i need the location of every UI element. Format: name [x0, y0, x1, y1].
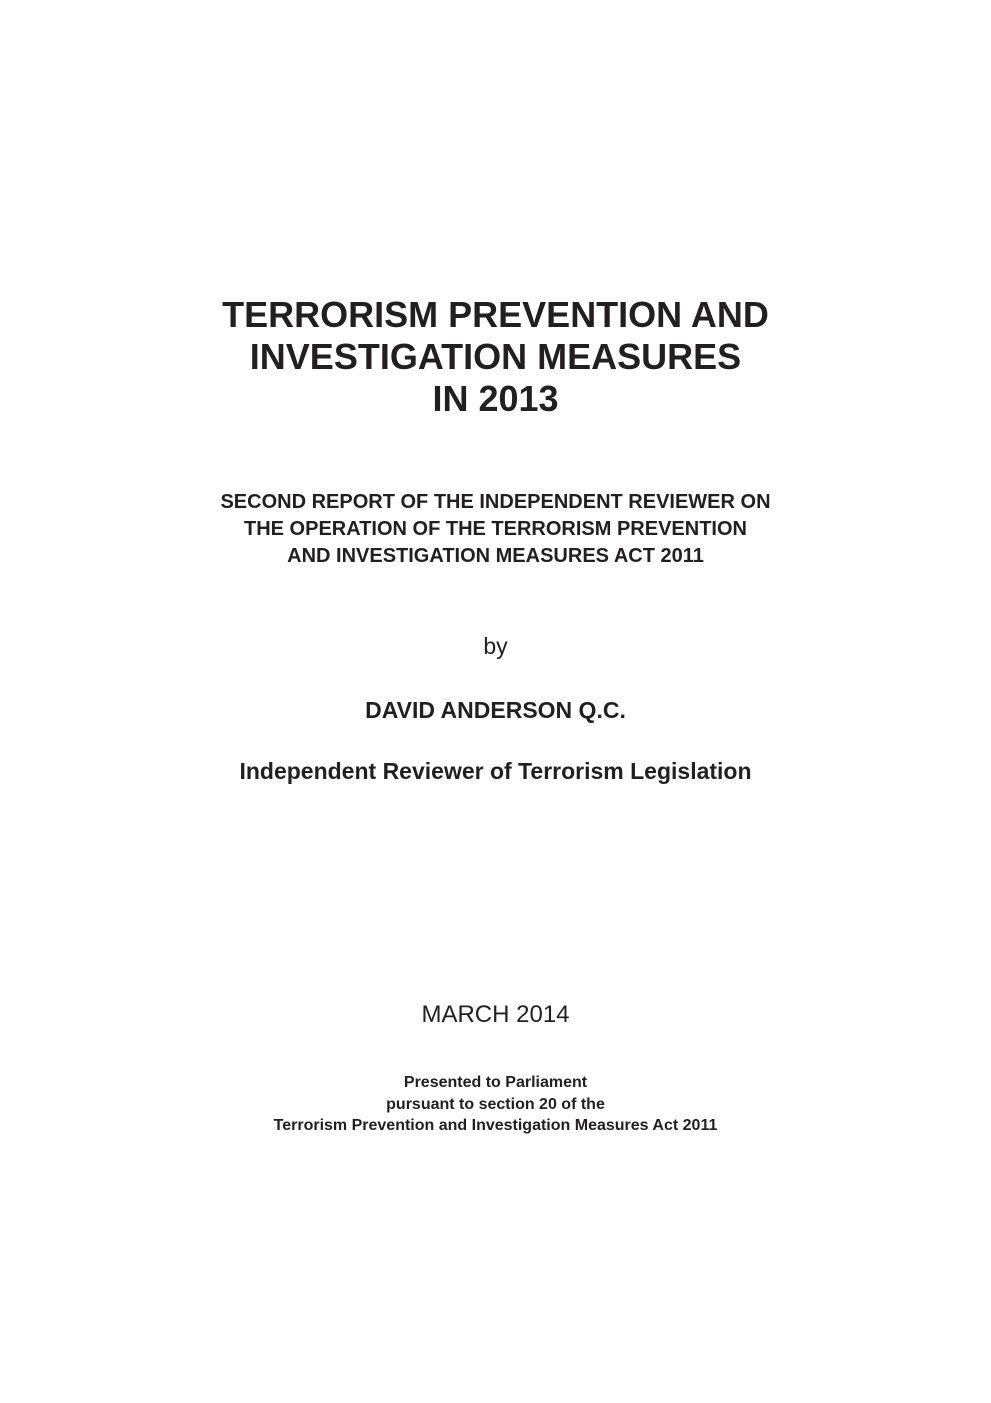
report-title-line-3: IN 2013: [432, 378, 559, 419]
publication-date: MARCH 2014: [421, 1001, 570, 1028]
report-subtitle-line-3: AND INVESTIGATION MEASURES ACT 2011: [287, 545, 704, 567]
report-title: [0, 294, 991, 420]
report-subtitle-line-1: SECOND REPORT OF THE INDEPENDENT REVIEWER ON: [220, 491, 771, 513]
presented-to-parliament-note: [0, 1072, 991, 1137]
report-title-line-1: TERRORISM PREVENTION AND: [222, 294, 769, 335]
report-subtitle: [0, 489, 991, 570]
author-role: Independent Reviewer of Terrorism Legislation: [239, 758, 752, 784]
author-name: DAVID ANDERSON Q.C.: [365, 697, 626, 723]
report-title-line-2: INVESTIGATION MEASURES: [249, 336, 742, 377]
presented-line-2: pursuant to section 20 of the: [386, 1095, 605, 1113]
report-subtitle-line-2: THE OPERATION OF THE TERRORISM PREVENTION: [244, 518, 747, 540]
presented-line-1: Presented to Parliament: [403, 1074, 588, 1091]
by-label: by: [483, 633, 508, 659]
presented-line-3: Terrorism Prevention and Investigation Measures Act 2011: [273, 1117, 718, 1134]
